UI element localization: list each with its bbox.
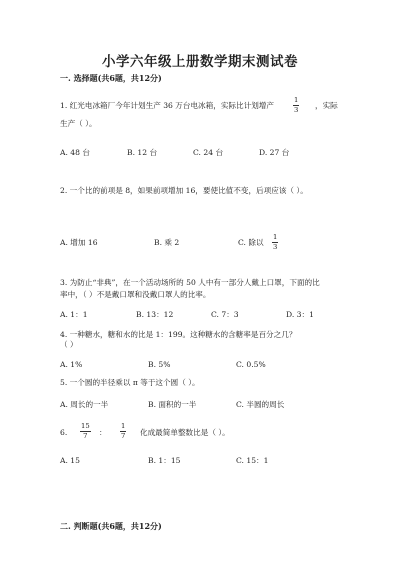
q1-line2: 生产（ ）。 [60, 119, 97, 128]
q6-fraction-1 [80, 423, 91, 440]
q3-line1: 3. 为防止“非典”，在一个活动场所的 50 人中有一部分人戴上口罩，下面的比 [60, 278, 320, 287]
q2-fraction [272, 234, 278, 251]
q1-option-c: C. 24 台 [193, 148, 224, 157]
q2-frac-numerator: 1 [273, 233, 278, 241]
exam-title: 小学六年级上册数学期末测试卷 [102, 54, 298, 70]
section-2-header: 二. 判断题(共6题，共12分) [60, 521, 162, 531]
q1-option-b: B. 12 台 [127, 148, 158, 157]
section-1-header: 一. 选择题(共6题，共12分) [60, 73, 162, 83]
q4-option-c: C. 0.5% [236, 360, 266, 369]
q2-option-a: A. 增加 16 [60, 238, 98, 247]
q3-line2: 率中，（ ）不是戴口罩和没戴口罩人的比率。 [60, 290, 211, 299]
q6-number: 6. [60, 428, 68, 437]
q5-option-a: A. 周长的一半 [60, 400, 109, 409]
q1-fraction [293, 97, 299, 114]
q1-frac-numerator: 1 [294, 96, 299, 104]
q1-frac-denominator: 3 [294, 106, 299, 115]
q6-frac2-denominator: 7 [121, 432, 126, 441]
q1-option-d: D. 27 台 [259, 148, 290, 157]
q4-line1: 4. 一种糖水，糖和水的比是 1：199。这种糖水的含糖率是百分之几？ [60, 330, 297, 339]
q1-option-a: A. 48 台 [60, 148, 90, 157]
q3-option-b: B. 13：12 [136, 310, 174, 319]
q6-frac1-denominator: 7 [83, 432, 88, 441]
q4-option-a: A. 1% [60, 360, 83, 369]
q5-option-b: B. 面积的一半 [148, 400, 197, 409]
q2-option-b: B. 乘 2 [154, 238, 180, 247]
q1-line1-a: 1. 红光电冰箱厂今年计划生产 36 万台电冰箱，实际比计划增产 [60, 101, 274, 110]
q5-line1: 5. 一个圆的半径乘以 π 等于这个圆（ ）。 [60, 378, 200, 387]
q6-option-c: C. 15：1 [236, 456, 269, 465]
q6-colon: ： [99, 428, 107, 437]
q6-frac1-numerator: 15 [81, 422, 90, 430]
q5-option-c: C. 半圆的周长 [236, 400, 285, 409]
q6-option-b: B. 1：15 [148, 456, 181, 465]
q6-option-a: A. 15 [60, 456, 80, 465]
q4-option-b: B. 5% [148, 360, 171, 369]
q6-frac2-numerator: 1 [121, 422, 126, 430]
q2-frac-denominator: 3 [273, 243, 278, 252]
q1-line1-b: ，实际 [315, 101, 338, 110]
q6-text: 化成最简单整数比是（ ）。 [140, 428, 230, 437]
q2-line1: 2. 一个比的前项是 8，如果前项增加 16，要使比值不变，后项应该（ ）。 [60, 186, 308, 195]
q2-option-c: C. 除以 [238, 238, 264, 247]
q3-option-d: D. 3：1 [286, 310, 314, 319]
q3-option-c: C. 7：3 [211, 310, 239, 319]
q4-line2: （ ） [60, 340, 78, 349]
q6-fraction-2 [120, 423, 126, 440]
q3-option-a: A. 1：1 [60, 310, 88, 319]
